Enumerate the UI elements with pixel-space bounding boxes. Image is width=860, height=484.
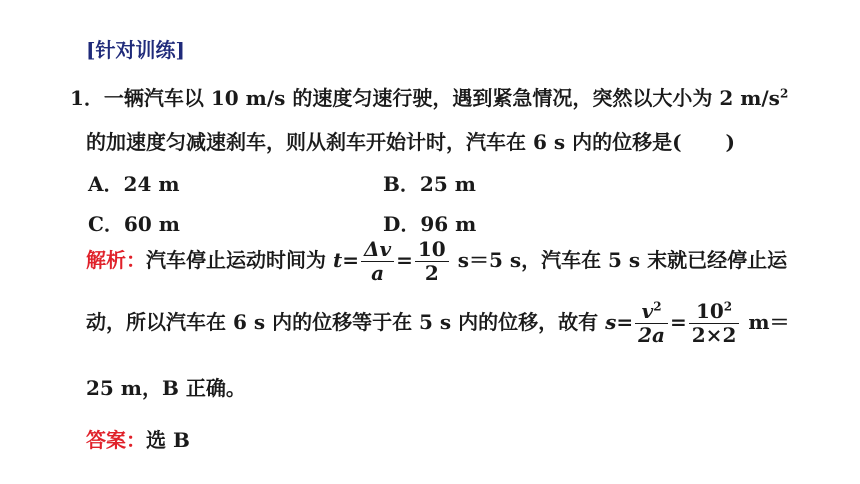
question-number: 1．: [70, 86, 104, 110]
fraction-base: 10: [695, 299, 724, 323]
question-superscript: 2: [779, 86, 789, 101]
fraction-102-2x2: [689, 300, 740, 347]
option-letter: A．: [88, 172, 124, 196]
section-title: [针对训练]: [86, 38, 185, 62]
option-text: 96 m: [420, 212, 477, 236]
option-text: 60 m: [123, 212, 180, 236]
question-text-2: 的加速度匀减速刹车，则从刹车开始计时，汽车在 6 s 内的位移是(: [86, 130, 682, 154]
question-text-1: 一辆汽车以 10 m/s 的速度匀速行驶，遇到紧急情况，突然以大小为 2 m/s: [103, 86, 780, 110]
fraction-numerator: [635, 300, 668, 324]
fraction-numerator: 10: [415, 238, 449, 262]
option-letter: D．: [383, 212, 421, 236]
answer-text: 选 B: [146, 428, 190, 452]
analysis-line-2: [86, 300, 789, 347]
var-t: t: [332, 248, 343, 272]
option-b: [383, 168, 476, 197]
question-line-2: [86, 126, 735, 155]
answer-label: 答案：: [86, 428, 146, 452]
answer-line: [86, 424, 190, 453]
option-text: 24 m: [123, 172, 180, 196]
equals-sign: =: [342, 248, 359, 272]
analysis-text: s＝5 s，汽车在 5 s 末就已经停止运: [450, 248, 788, 272]
equals-sign: =: [396, 248, 413, 272]
fraction-denominator: a: [371, 261, 385, 285]
equals-sign: =: [616, 310, 634, 334]
analysis-text: 汽车停止运动时间为: [146, 248, 333, 272]
fraction-10-2: [415, 238, 449, 285]
analysis-line-3: 25 m，B 正确。: [86, 376, 246, 400]
analysis-label: 解析：: [86, 248, 146, 272]
fraction-base: v: [641, 299, 654, 323]
option-text: 25 m: [419, 172, 476, 196]
fraction-sup: 2: [653, 299, 662, 314]
fraction-numerator: [689, 300, 740, 324]
var-s: s: [605, 310, 617, 334]
question-paren-close: ): [725, 130, 735, 154]
fraction-denominator: 2: [424, 261, 439, 285]
fraction-dv-a: [361, 238, 394, 285]
option-letter: C．: [88, 212, 124, 236]
option-c: [88, 208, 180, 237]
option-a: [88, 168, 180, 197]
option-letter: B．: [383, 172, 420, 196]
analysis-line-1: [86, 238, 787, 285]
fraction-denominator: 2a: [638, 323, 665, 347]
fraction-numerator: Δv: [361, 238, 394, 262]
question-line-1: [70, 82, 788, 111]
fraction-denominator: 2×2: [691, 323, 737, 347]
option-d: [383, 208, 476, 237]
fraction-v2-2a: [635, 300, 668, 347]
analysis-text: 动，所以汽车在 6 s 内的位移等于在 5 s 内的位移，故有: [86, 310, 606, 334]
analysis-text: m＝: [741, 310, 790, 334]
equals-sign: =: [670, 310, 687, 334]
fraction-sup: 2: [723, 299, 733, 314]
